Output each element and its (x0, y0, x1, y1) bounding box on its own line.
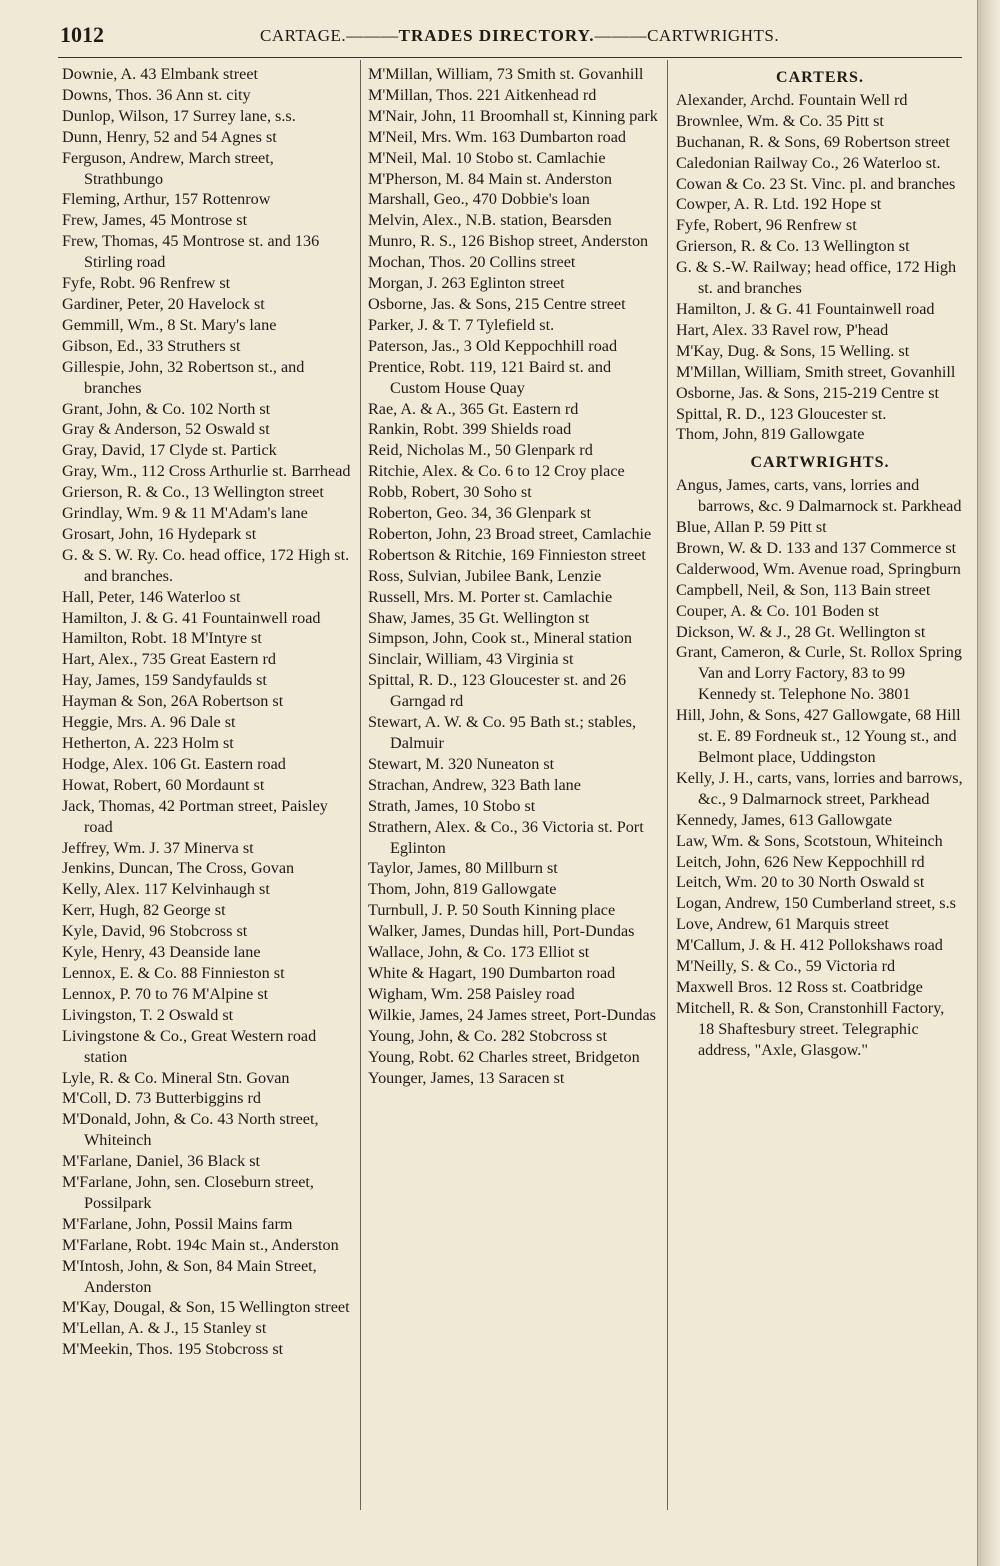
directory-entry: Grant, Cameron, & Curle, St. Rollox Spring Van and Lorry Factory, 83 to 99 Kennedy st. Telephone No. 3801 (676, 643, 962, 704)
directory-entry: Hamilton, J. & G. 41 Fountainwell road (62, 608, 321, 627)
section-heading-carters: CARTERS. (776, 69, 864, 86)
column-divider-1 (360, 60, 361, 1510)
directory-entry: Munro, R. S., 126 Bishop street, Anderston (368, 232, 649, 251)
directory-entry: Turnbull, J. P. 50 South Kinning place (368, 901, 616, 920)
page-number: 1012 (60, 22, 104, 47)
directory-entry: Leitch, John, 626 New Keppochhill rd (676, 852, 925, 871)
directory-entry: Reid, Nicholas M., 50 Glenpark rd (368, 441, 593, 460)
directory-entry: Kerr, Hugh, 82 George st (62, 901, 226, 920)
directory-entry: Howat, Robert, 60 Mordaunt st (62, 775, 265, 794)
directory-entry: M'Meekin, Thos. 195 Stobcross st (62, 1340, 284, 1359)
directory-entry: Dunn, Henry, 52 and 54 Agnes st (62, 127, 277, 146)
directory-entry: Hay, James, 159 Sandyfaulds st (62, 671, 267, 690)
directory-entry: Cowper, A. R. Ltd. 192 Hope st (676, 195, 882, 214)
directory-entry: Buchanan, R. & Sons, 69 Robertson street (676, 132, 950, 151)
directory-entry: Wigham, Wm. 258 Paisley road (368, 984, 575, 1003)
directory-entry: Frew, James, 45 Montrose st (62, 211, 248, 230)
directory-entry: Simpson, John, Cook st., Mineral station (368, 629, 632, 648)
directory-entry: Couper, A. & Co. 101 Boden st (676, 601, 880, 620)
directory-entry: Marshall, Geo., 470 Dobbie's loan (368, 190, 590, 209)
directory-entry: Ross, Sulvian, Jubilee Bank, Lenzie (368, 566, 602, 585)
running-head-center: TRADES DIRECTORY. (398, 26, 595, 45)
header-rule (58, 57, 962, 58)
directory-entry: Downie, A. 43 Elmbank street (62, 65, 259, 83)
directory-entry: Frew, Thomas, 45 Montrose st. and 136 Stirling road (62, 232, 320, 272)
directory-entry: Morgan, J. 263 Eglinton street (368, 274, 565, 293)
directory-entry: M'Lellan, A. & J., 15 Stanley st (62, 1319, 267, 1338)
column-1 (62, 64, 352, 1360)
directory-entry: Kelly, J. H., carts, vans, lorries and barrows, &c., 9 Dalmarnock street, Parkhead (676, 768, 963, 808)
directory-entry: Grant, John, & Co. 102 North st (62, 399, 271, 418)
directory-entry: M'Kay, Dug. & Sons, 15 Welling. st (676, 341, 910, 360)
directory-entry: Hart, Alex., 735 Great Eastern rd (62, 650, 276, 669)
directory-entry: G. & S.-W. Railway; head office, 172 High st. and branches (676, 258, 957, 298)
directory-entry: Heggie, Mrs. A. 96 Dale st (62, 713, 236, 732)
directory-entry: Law, Wm. & Sons, Scotstoun, Whiteinch (676, 831, 943, 850)
directory-entry: Hamilton, J. & G. 41 Fountainwell road (676, 299, 935, 318)
directory-entry: Young, Robt. 62 Charles street, Bridgeton (368, 1047, 640, 1066)
directory-entry: Grierson, R. & Co. 13 Wellington st (676, 237, 910, 256)
directory-entry: M'Kay, Dougal, & Son, 15 Wellington street (62, 1298, 350, 1317)
directory-entry: Cowan & Co. 23 St. Vinc. pl. and branches (676, 174, 956, 193)
directory-entry: Osborne, Jas. & Sons, 215 Centre street (368, 294, 626, 313)
directory-entry: Parker, J. & T. 7 Tylefield st. (368, 315, 555, 334)
directory-entry: Kyle, Henry, 43 Deanside lane (62, 943, 261, 962)
directory-entry: Jack, Thomas, 42 Portman street, Paisley road (62, 796, 328, 836)
directory-entry: Prentice, Robt. 119, 121 Baird st. and Custom House Quay (368, 357, 612, 397)
directory-entry: Robb, Robert, 30 Soho st (368, 483, 532, 502)
page-header (60, 22, 960, 54)
directory-entry: White & Hagart, 190 Dumbarton road (368, 963, 616, 982)
directory-entry: Paterson, Jas., 3 Old Keppochhill road (368, 336, 618, 355)
directory-entry: Downs, Thos. 36 Ann st. city (62, 85, 251, 104)
directory-entry: Mitchell, R. & Son, Cranstonhill Factory, 18 Shaftesbury street. Telegraphic address, "Axle, Glasgow." (676, 998, 945, 1059)
directory-entry: Grindlay, Wm. 9 & 11 M'Adam's lane (62, 504, 308, 523)
running-head-left: CARTAGE. (260, 26, 347, 45)
directory-entry: Dunlop, Wilson, 17 Surrey lane, s.s. (62, 106, 296, 125)
directory-entry: Walker, James, Dundas hill, Port-Dundas (368, 922, 635, 941)
directory-entry: Shaw, James, 35 Gt. Wellington st (368, 608, 590, 627)
directory-entry: M'Callum, J. & H. 412 Pollokshaws road (676, 936, 943, 955)
directory-entry: Calderwood, Wm. Avenue road, Springburn (676, 559, 961, 578)
directory-entry: Spittal, R. D., 123 Gloucester st. and 26 Garngad rd (368, 671, 627, 711)
directory-entry: M'Neilly, S. & Co., 59 Victoria rd (676, 957, 896, 976)
directory-entry: M'Nair, John, 11 Broomhall st, Kinning park (368, 106, 658, 125)
directory-entry: Campbell, Neil, & Son, 113 Bain street (676, 580, 931, 599)
directory-entry: Hodge, Alex. 106 Gt. Eastern road (62, 754, 286, 773)
directory-entry: M'Neil, Mal. 10 Stobo st. Camlachie (368, 148, 606, 167)
directory-entry: Grosart, John, 16 Hydepark st (62, 524, 257, 543)
directory-entry: Livingston, T. 2 Oswald st (62, 1005, 234, 1024)
directory-entry: Logan, Andrew, 150 Cumberland street, s.s (676, 894, 956, 913)
directory-entry: Hayman & Son, 26A Robertson st (62, 692, 284, 711)
directory-entry: Gibson, Ed., 33 Struthers st (62, 336, 241, 355)
directory-entry: Blue, Allan P. 59 Pitt st (676, 518, 827, 537)
directory-entry: Hill, John, & Sons, 427 Gallowgate, 68 Hill st. E. 89 Fordneuk st., 12 Young st., and Belmont place, Uddingston (676, 706, 961, 766)
directory-entry: Gardiner, Peter, 20 Havelock st (62, 294, 265, 313)
directory-entry: Rankin, Robt. 399 Shields road (368, 420, 572, 439)
directory-entry: M'Farlane, John, Possil Mains farm (62, 1214, 293, 1233)
directory-entry: Roberton, Geo. 34, 36 Glenpark st (368, 504, 591, 523)
directory-entry: M'Farlane, Robt. 194c Main st., Anderston (62, 1235, 339, 1254)
directory-entry: Rae, A. & A., 365 Gt. Eastern rd (368, 399, 579, 418)
directory-entry: Fyfe, Robert, 96 Renfrew st (676, 216, 857, 235)
directory-entry: Ferguson, Andrew, March street, Strathbungo (62, 148, 274, 188)
directory-entry: M'Farlane, Daniel, 36 Black st (62, 1152, 261, 1171)
directory-entry: Young, John, & Co. 282 Stobcross st (368, 1026, 607, 1045)
directory-entry: Wallace, John, & Co. 173 Elliot st (368, 943, 590, 962)
directory-entry: Lyle, R. & Co. Mineral Stn. Govan (62, 1068, 290, 1087)
directory-entry: Alexander, Archd. Fountain Well rd (676, 90, 908, 109)
directory-entry: Fyfe, Robt. 96 Renfrew st (62, 274, 231, 293)
column-3 (676, 64, 964, 1061)
directory-entry: M'Intosh, John, & Son, 84 Main Street, Anderston (62, 1256, 317, 1296)
directory-entry: Strathern, Alex. & Co., 36 Victoria st. Port Eglinton (368, 817, 644, 857)
carters-list (676, 90, 964, 445)
directory-entry: Jeffrey, Wm. J. 37 Minerva st (62, 838, 254, 857)
facing-page-edge (977, 0, 1000, 1566)
directory-entry: Sinclair, William, 43 Virginia st (368, 650, 574, 669)
directory-entry: Younger, James, 13 Saracen st (368, 1068, 565, 1087)
running-head-right: CARTWRIGHTS. (647, 26, 780, 45)
directory-entry: Maxwell Bros. 12 Ross st. Coatbridge (676, 977, 923, 996)
directory-entry: Kelly, Alex. 117 Kelvinhaugh st (62, 880, 270, 899)
directory-entry: Stewart, A. W. & Co. 95 Bath st.; stables, Dalmuir (368, 713, 636, 752)
directory-entry: M'Millan, William, Smith street, Govanhill (676, 362, 956, 381)
directory-entry: Thom, John, 819 Gallowgate (676, 425, 865, 444)
directory-entry: Wilkie, James, 24 James street, Port-Dundas (368, 1005, 656, 1024)
directory-entry: Brown, W. & D. 133 and 137 Commerce st (676, 538, 957, 557)
directory-entry: Stewart, M. 320 Nuneaton st (368, 754, 555, 773)
directory-entry: Livingstone & Co., Great Western road station (62, 1026, 317, 1066)
directory-entry: Gray, Wm., 112 Cross Arthurlie st. Barrhead (62, 462, 351, 481)
directory-entry: M'Millan, William, 73 Smith st. Govanhill (368, 65, 644, 83)
directory-entry: M'Donald, John, & Co. 43 North street, Whiteinch (62, 1110, 319, 1150)
directory-entry: Hamilton, Robt. 18 M'Intyre st (62, 629, 262, 648)
directory-entry: Roberton, John, 23 Broad street, Camlachie (368, 524, 652, 543)
directory-entry: Strath, James, 10 Stobo st (368, 796, 536, 815)
directory-entry: Hart, Alex. 33 Ravel row, P'head (676, 320, 889, 339)
directory-entry: M'Neil, Mrs. Wm. 163 Dumbarton road (368, 127, 626, 146)
directory-entry: Mochan, Thos. 20 Collins street (368, 253, 576, 272)
directory-entry: M'Millan, Thos. 221 Aitkenhead rd (368, 85, 597, 104)
directory-entry: Lennox, P. 70 to 76 M'Alpine st (62, 984, 269, 1003)
directory-entry: Gemmill, Wm., 8 St. Mary's lane (62, 315, 277, 334)
directory-entry: Grierson, R. & Co., 13 Wellington street (62, 483, 324, 502)
directory-entry: Hall, Peter, 146 Waterloo st (62, 587, 241, 606)
directory-entry: Russell, Mrs. M. Porter st. Camlachie (368, 587, 613, 606)
directory-entry: Gray & Anderson, 52 Oswald st (62, 420, 270, 439)
directory-entry: Taylor, James, 80 Millburn st (368, 859, 558, 878)
directory-entry: Thom, John, 819 Gallowgate (368, 880, 557, 899)
running-head: CARTAGE.———TRADES DIRECTORY.———CARTWRIGHTS. (260, 26, 780, 45)
directory-entry: Love, Andrew, 61 Marquis street (676, 915, 889, 934)
directory-entry: G. & S. W. Ry. Co. head office, 172 High st. and branches. (62, 545, 350, 585)
cartwrights-list (676, 475, 964, 1060)
directory-entry: Strachan, Andrew, 323 Bath lane (368, 775, 581, 794)
directory-entry: M'Farlane, John, sen. Closeburn street, Possilpark (62, 1173, 314, 1212)
column-divider-2 (667, 60, 668, 1510)
directory-entry: Caledonian Railway Co., 26 Waterloo st. (676, 153, 941, 172)
section-heading-cartwrights: CARTWRIGHTS. (750, 454, 890, 472)
directory-entry: Kyle, David, 96 Stobcross st (62, 922, 248, 941)
directory-entry: Angus, James, carts, vans, lorries and barrows, &c. 9 Dalmarnock st. Parkhead (676, 476, 962, 516)
directory-entry: Lennox, E. & Co. 88 Finnieston st (62, 963, 285, 982)
directory-entry: Melvin, Alex., N.B. station, Bearsden (368, 211, 612, 230)
directory-entry: Hetherton, A. 223 Holm st (62, 734, 234, 752)
directory-entry: Ritchie, Alex. & Co. 6 to 12 Croy place (368, 462, 625, 481)
directory-entry: Dickson, W. & J., 28 Gt. Wellington st (676, 622, 926, 641)
directory-entry: Robertson & Ritchie, 169 Finnieston street (368, 545, 646, 564)
column-2 (368, 64, 660, 1088)
directory-entry: Leitch, Wm. 20 to 30 North Oswald st (676, 873, 925, 892)
directory-entry: Osborne, Jas. & Sons, 215-219 Centre st (676, 383, 940, 402)
directory-entry: Kennedy, James, 613 Gallowgate (676, 810, 893, 829)
directory-entry: Spittal, R. D., 123 Gloucester st. (676, 404, 887, 423)
directory-entry: M'Pherson, M. 84 Main st. Anderston (368, 169, 612, 188)
directory-entry: Brownlee, Wm. & Co. 35 Pitt st (676, 111, 884, 130)
directory-entry: Gray, David, 17 Clyde st. Partick (62, 441, 277, 460)
directory-entry: M'Coll, D. 73 Butterbiggins rd (62, 1089, 261, 1108)
directory-entry: Jenkins, Duncan, The Cross, Govan (62, 859, 295, 878)
directory-entry: Gillespie, John, 32 Robertson st., and branches (62, 357, 305, 397)
directory-entry: Fleming, Arthur, 157 Rottenrow (62, 190, 271, 209)
